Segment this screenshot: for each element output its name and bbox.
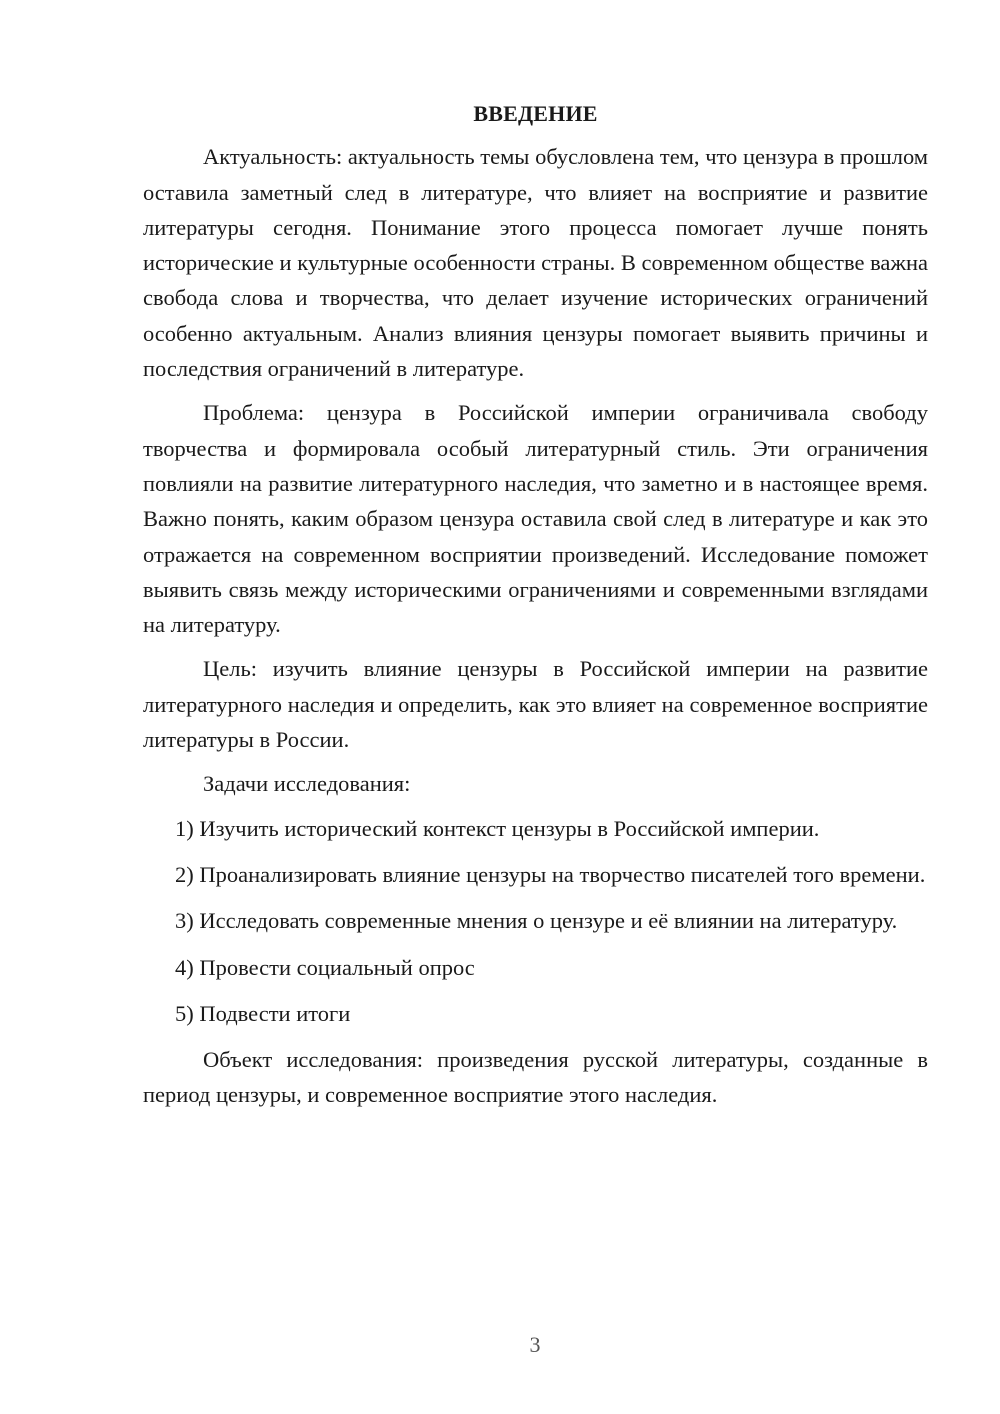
page-number: 3: [529, 1332, 541, 1357]
object-paragraph: Объект исследования: произведения русской литературы, созданные в период цензуры, и современное восприятие этого наследия.: [143, 1047, 928, 1108]
document-body: [143, 96, 928, 1122]
relevance-paragraph: Актуальность: актуальность темы обусловлена тем, что цензура в прошлом оставила заметный след в литературе, что влияет на восприятие и развитие литературы сегодня. Понимание этого процесса помогает лучше понять исторические и культурные особенности страны. В современном обществе важна свобода слова и творчества, что делает изучение исторических ограничений особенно актуальным. Анализ влияния цензуры помогает выявить причины и последствия ограничений в литературе.: [143, 144, 928, 382]
task-item: 5) Подвести итоги: [175, 1000, 351, 1026]
goal-paragraph: Цель: изучить влияние цензуры в Российской империи на развитие литературного наследия и определить, как это влияет на современное восприятие литературы в России.: [143, 656, 928, 753]
section-heading: ВВЕДЕНИЕ: [473, 101, 598, 126]
tasks-title: Задачи исследования:: [203, 771, 411, 797]
task-item: 3) Исследовать современные мнения о цензуре и её влиянии на литературу.: [175, 908, 898, 934]
task-item: 4) Провести социальный опрос: [175, 954, 475, 980]
task-item: 1) Изучить исторический контекст цензуры в Российской империи.: [175, 815, 820, 841]
problem-paragraph: Проблема: цензура в Российской империи ограничивала свободу творчества и формировала особый литературный стиль. Эти ограничения повлияли на развитие литературного наследия, что заметно и в настоящее время. Важно понять, каким образом цензура оставила свой след в литературе и как это отражается на современном восприятии произведений. Исследование поможет выявить связь между историческими ограничениями и современными взглядами на литературу.: [143, 400, 928, 638]
task-item: 2) Проанализировать влияние цензуры на творчество писателей того времени.: [175, 861, 926, 887]
